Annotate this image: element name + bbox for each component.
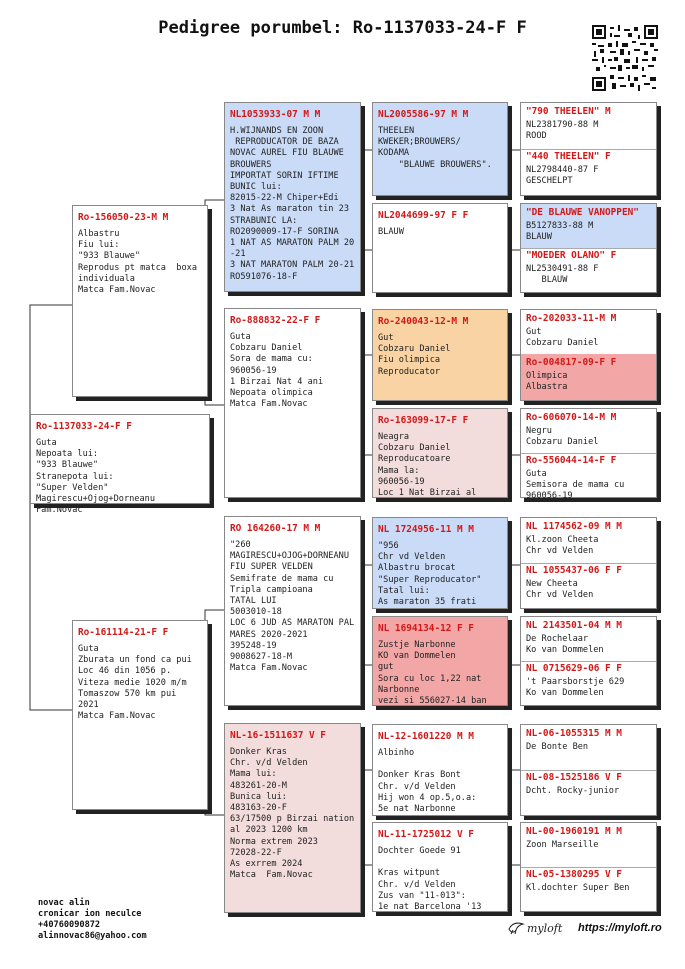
gen4-details-10: New Cheeta Chr vd Velden xyxy=(526,579,594,601)
pigeon-icon xyxy=(508,921,524,935)
page-title: Pedigree porumbel: Ro-1137033-24-F F xyxy=(158,18,527,38)
gen3-ring-5: NL 1724956-11 M M xyxy=(378,524,474,535)
dam-details: Guta Zburata un fond ca pui Loc 46 din 1056 p. Viteza medie 1020 m/m Tomaszow 570 km pui 2021 Matca Fam.Novac xyxy=(78,644,192,722)
sire-dam-card xyxy=(224,308,361,498)
gen4-details-5: Gut Cobzaru Daniel xyxy=(526,327,599,349)
gen3-details-3: Gut Cobzaru Daniel Fiu olimpica Reproducator xyxy=(378,333,451,377)
gen4-ring-5: Ro-202033-11-M M xyxy=(526,313,617,324)
dam-sire-details: "260 MAGIRESCU+OJOG+DORNEANU FIU SUPER VELDEN Semifrate de mama cu Tripla campioana TATAL LUI 5003010-18 LOC 6 JUD AS MARATON PAL MARES 2020-2021 395248-19 9008627-18-M Matca Fam.Novac xyxy=(230,540,355,674)
gen3-details-8: Dochter Goede 91 Kras witpunt Chr. v/d Velden Zus van "11-013": 1e nat Barcelona '13 xyxy=(378,846,482,913)
gen3-ring-4: Ro-163099-17-F F xyxy=(378,415,469,426)
sire-sire-details: H.WIJNANDS EN ZOON REPRODUCATOR DE BAZA NOVAC AUREL FIU BLAUWE BROUWERS IMPORTAT SORIN IFTIME BUNIC lui: 82015-22-M Chiper+Edi 3 Nat As maraton tin 23 STRABUNIC LA: RO2090009-17-F SORINA 1 NAT AS MARATON PALM 20 -21 3 NAT MARATON PALM 20-21 RO591076-18-F xyxy=(230,126,355,282)
gen4-details-14: Dcht. Rocky-junior xyxy=(526,786,620,796)
gen4-pair-4 xyxy=(520,408,657,502)
gen4-entry-12 xyxy=(521,660,656,705)
owner-email: alinnovac86@yahoo.com xyxy=(38,931,147,941)
gen3-ring-2: NL2044699-97 F F xyxy=(378,210,469,221)
sire-sire-ring: NL1053933-07 M M xyxy=(230,109,321,120)
gen4-ring-12: NL 0715629-06 F F xyxy=(526,663,622,674)
gen4-entry-15 xyxy=(521,823,656,868)
gen4-entry-4 xyxy=(521,247,656,292)
gen4-entry-8 xyxy=(521,452,656,502)
dam-dam-card xyxy=(224,723,361,913)
gen3-details-1: THEELEN KWEKER;BROUWERS/ KODAMA "BLAUWE BROUWERS". xyxy=(378,126,492,170)
gen3-card-8 xyxy=(372,822,508,912)
owner-contact xyxy=(38,898,147,942)
owner-name: novac alin xyxy=(38,898,90,908)
gen4-entry-16 xyxy=(521,866,656,911)
gen4-details-13: De Bonte Ben xyxy=(526,742,589,752)
gen4-details-4: NL2530491-88 F BLAUW xyxy=(526,264,599,286)
gen3-ring-8: NL-11-1725012 V F xyxy=(378,829,474,840)
dam-card xyxy=(72,620,208,810)
gen4-ring-9: NL 1174562-09 M M xyxy=(526,521,622,532)
subject-card xyxy=(30,414,210,516)
gen4-pair-6 xyxy=(520,616,657,706)
gen4-ring-10: NL 1055437-06 F F xyxy=(526,565,622,576)
gen4-ring-11: NL 2143501-04 M M xyxy=(526,620,622,631)
gen3-details-5: "956 Chr vd Velden Albastru brocat "Super Reproducator" Tatal lui: As maraton 35 frati xyxy=(378,541,482,608)
gen3-card-7 xyxy=(372,724,508,816)
gen4-details-15: Zoon Marseille xyxy=(526,840,599,850)
gen4-entry-5 xyxy=(521,310,656,356)
gen4-entry-11 xyxy=(521,617,656,662)
gen4-ring-13: NL-06-1055315 M M xyxy=(526,728,622,739)
gen4-details-6: Olimpica Albastra xyxy=(526,371,568,393)
sire-dam-ring: Ro-888832-22-F F xyxy=(230,315,321,326)
gen4-pair-3 xyxy=(520,309,657,401)
gen4-entry-9 xyxy=(521,518,656,564)
myloft-logo xyxy=(508,921,562,935)
dam-dam-details: Donker Kras Chr. v/d Velden Mama lui: 483261-20-M Bunica lui: 483163-20-F 63/17500 p Birzai nation al 2023 1200 km Norma extrem 2023 72028-22-F As exrrem 2024 Matca Fam.Novac xyxy=(230,747,355,881)
gen4-details-11: De Rochelaar Ko van Dommelen xyxy=(526,634,604,656)
gen4-details-1: NL2381790-88 M ROOD xyxy=(526,120,599,142)
gen4-details-12: 't Paarsborstje 629 Ko van Dommelen xyxy=(526,677,625,699)
gen3-card-3 xyxy=(372,309,508,401)
logo-text: myloft xyxy=(527,921,563,935)
sire-details: Albastru Fiu lui: "933 Blauwe" Reprodus pt matca boxa individuala Matca Fam.Novac xyxy=(78,229,197,296)
gen4-pair-2 xyxy=(520,203,657,293)
gen3-ring-6: NL 1694134-12 F F xyxy=(378,623,474,634)
gen4-entry-10 xyxy=(521,562,656,608)
gen3-card-1 xyxy=(372,102,508,196)
gen4-pair-8 xyxy=(520,822,657,912)
gen4-entry-14 xyxy=(521,769,656,815)
gen4-details-3: B5127833-88 M BLAUW xyxy=(526,221,594,243)
gen3-card-5 xyxy=(372,517,508,609)
gen3-details-7: Albinho Donker Kras Bont Chr. v/d Velden Hij won 4 op.5,o.a: 5e nat Narbonne xyxy=(378,748,477,815)
gen4-entry-6 xyxy=(521,354,656,400)
gen4-details-2: NL2798440-87 F GESCHELPT xyxy=(526,165,599,187)
gen4-ring-15: NL-00-1960191 M M xyxy=(526,826,622,837)
gen4-ring-6: Ro-004817-09-F F xyxy=(526,357,617,368)
gen4-ring-8: Ro-556044-14-F F xyxy=(526,455,617,466)
gen3-card-4 xyxy=(372,408,508,498)
gen3-ring-3: Ro-240043-12-M M xyxy=(378,316,469,327)
dam-ring: Ro-161114-21-F F xyxy=(78,627,169,638)
gen3-details-4: Neagra Cobzaru Daniel Reproducatoare Mama la: 960056-19 Loc 1 Nat Birzai al xyxy=(378,432,477,499)
gen4-pair-5 xyxy=(520,517,657,609)
sire-card xyxy=(72,205,208,397)
dam-dam-ring: NL-16-1511637 V F xyxy=(230,730,326,741)
gen4-details-9: Kl.zoon Cheeta Chr vd Velden xyxy=(526,535,599,557)
gen4-details-16: Kl.dochter Super Ben xyxy=(526,883,630,893)
gen3-ring-1: NL2005586-97 M M xyxy=(378,109,469,120)
gen4-entry-13 xyxy=(521,725,656,771)
gen4-entry-1 xyxy=(521,103,656,150)
sire-ring: Ro-156050-23-M M xyxy=(78,212,169,223)
gen3-card-6 xyxy=(372,616,508,706)
sire-sire-card xyxy=(224,102,361,292)
gen4-ring-2: "440 THEELEN" F xyxy=(526,151,611,162)
gen4-details-8: Guta Semisora de mama cu 960056-19 xyxy=(526,469,625,502)
subject-ring: Ro-1137033-24-F F xyxy=(36,421,132,432)
gen4-entry-7 xyxy=(521,409,656,454)
website-link[interactable]: https://myloft.ro xyxy=(578,922,662,934)
owner-phone: +40760090872 xyxy=(38,920,101,930)
dam-sire-ring: RO 164260-17 M M xyxy=(230,523,321,534)
gen4-ring-3: "DE BLAUWE VANOPPEN" xyxy=(526,207,639,218)
gen4-entry-3 xyxy=(521,204,656,249)
gen4-ring-4: "MOEDER OLANO" F xyxy=(526,250,617,261)
gen3-details-6: Zustje Narbonne KO van Dommelen gut Sora cu loc 1,22 nat Narbonne vezi si 556027-14 ban xyxy=(378,640,487,707)
gen4-ring-1: "790 THEELEN" M xyxy=(526,106,611,117)
gen4-ring-7: Ro-606070-14-M M xyxy=(526,412,617,423)
gen4-ring-16: NL-05-1380295 V F xyxy=(526,869,622,880)
gen4-entry-2 xyxy=(521,148,656,195)
gen3-details-2: BLAUW xyxy=(378,227,404,237)
gen4-pair-1 xyxy=(520,102,657,196)
gen4-ring-14: NL-08-1525186 V F xyxy=(526,772,622,783)
gen3-ring-7: NL-12-1601220 M M xyxy=(378,731,474,742)
gen3-card-2 xyxy=(372,203,508,293)
gen4-details-7: Negru Cobzaru Daniel xyxy=(526,426,599,448)
subject-details: Guta Nepoata lui: "933 Blauwe" Stranepota lui: "Super Velden" Magirescu+Ojog+Dorneanu Fam.Novac xyxy=(36,438,155,516)
sire-dam-details: Guta Cobzaru Daniel Sora de mama cu: 960056-19 1 Birzai Nat 4 ani Nepoata olimpica Matca Fam.Novac xyxy=(230,332,324,410)
dam-sire-card xyxy=(224,516,361,706)
owner-address: cronicar ion neculce xyxy=(38,909,142,919)
gen4-pair-7 xyxy=(520,724,657,816)
